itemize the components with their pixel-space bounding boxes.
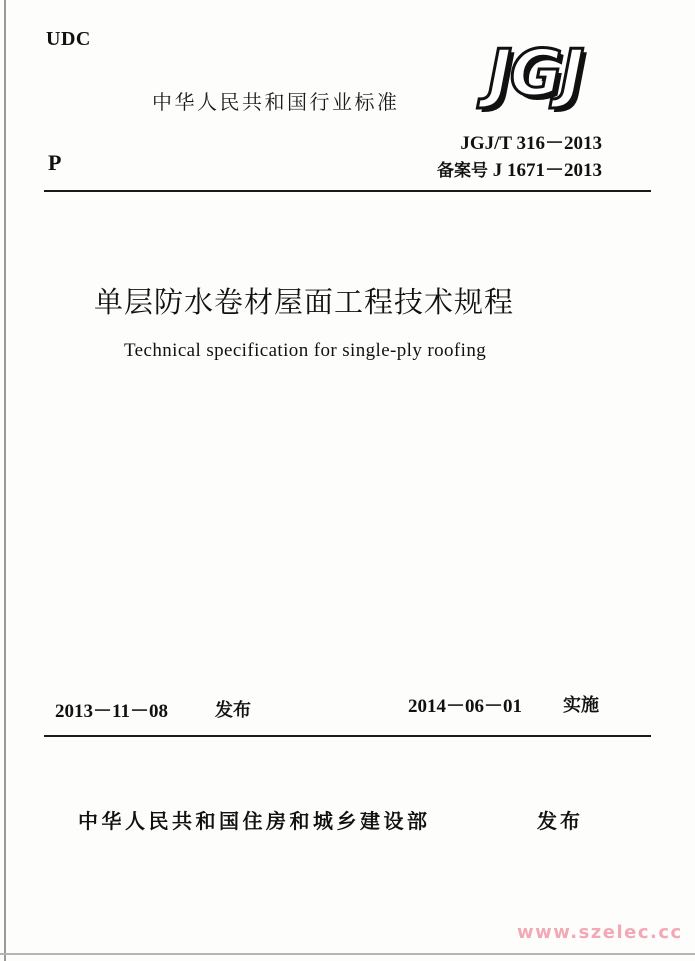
implementation-label: 实施 [563, 695, 599, 716]
implementation-date: 2014－06－01 [408, 696, 523, 717]
title-english: Technical specification for single-ply roofing [124, 340, 487, 361]
category-label: P [48, 150, 62, 175]
issue-label: 发布 [215, 700, 251, 721]
issuing-ministry: 中华人民共和国住房和城乡建设部 [78, 809, 431, 833]
page-left-edge [4, 0, 6, 961]
record-number-line [437, 155, 602, 182]
header-divider [44, 190, 651, 192]
page-bottom-edge [0, 953, 695, 955]
record-number-prefix: 备案号 [436, 161, 488, 181]
issue-date: 2013－11－08 [55, 701, 168, 722]
standard-number: JGJ/T 316－2013 [460, 133, 602, 154]
industry-standard-label: 中华人民共和国行业标准 [152, 90, 400, 114]
jgj-logo: JGJ [488, 37, 583, 111]
issuing-ministry-action: 发布 [537, 809, 583, 833]
udc-label: UDC [46, 28, 91, 50]
site-watermark: www.szelec.cc [517, 922, 683, 943]
dates-divider [44, 735, 651, 737]
record-number: J 1671－2013 [492, 160, 602, 181]
title-chinese: 单层防水卷材屋面工程技术规程 [94, 285, 515, 319]
